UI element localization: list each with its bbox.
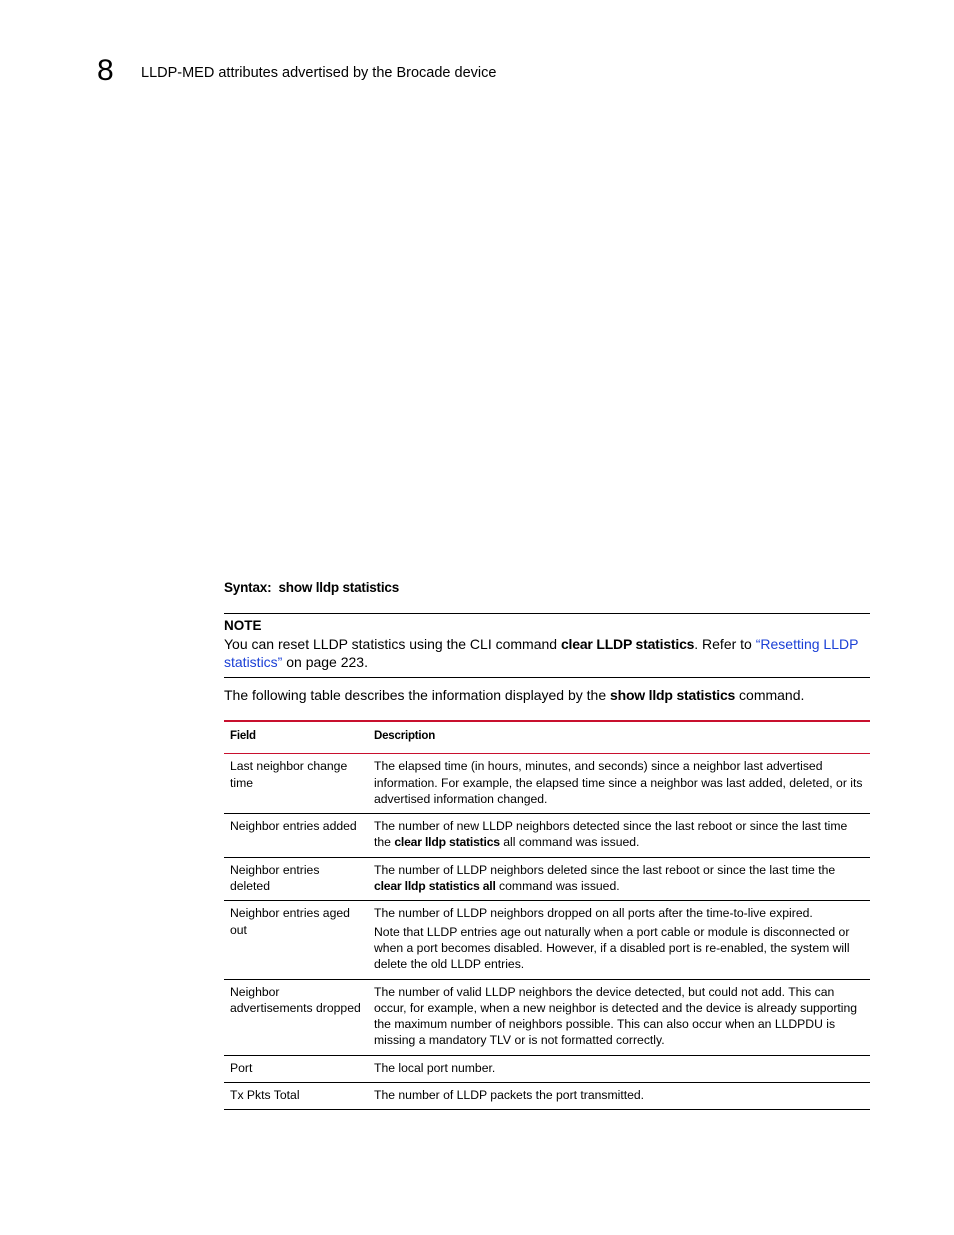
description-text: The number of LLDP neighbors deleted since the last reboot or since the last time the (374, 862, 836, 877)
column-header-field: Field (230, 730, 256, 742)
field-cell: Neighbor entries deleted (230, 862, 320, 894)
description-command: clear lldp statistics all (374, 879, 496, 894)
description-note: Note that LLDP entries age out naturally when a port cable or module is disconnected or when a port becomes disabled. However, if a disabled port is re-enabled, the system will delete the old LLDP entries. (374, 924, 850, 972)
description-command: clear lldp statistics (394, 835, 500, 850)
field-cell: Last neighbor change time (230, 759, 348, 790)
description-cell (368, 814, 870, 858)
table-row (224, 1055, 870, 1082)
intro-paragraph (224, 687, 804, 703)
table-row (224, 754, 870, 814)
description-cell: The elapsed time (in hours, minutes, and seconds) since a neighbor last advertised information. For example, the elapsed time since a neighbor was last added, deleted, or its advertised information changed. (374, 759, 863, 806)
syntax-command: show lldp statistics (278, 580, 400, 595)
note-label: NOTE (224, 618, 262, 633)
resetting-lldp-statistics-link[interactable]: “Resetting LLDP statistics” (224, 636, 859, 670)
chapter-number: 8 (97, 54, 114, 87)
intro-text-after: command. (735, 687, 805, 703)
statistics-table (224, 720, 870, 1110)
note-command: clear LLDP statistics (560, 636, 695, 652)
field-cell: Neighbor entries added (230, 819, 357, 834)
syntax-line (224, 580, 399, 595)
intro-command: show lldp statistics (610, 687, 736, 703)
description-cell (368, 901, 870, 979)
description-cell: The local port number. (374, 1060, 496, 1075)
table-header-row (224, 721, 870, 754)
field-cell: Port (230, 1060, 253, 1075)
description-cell: The number of valid LLDP neighbors the device detected, but could not add. This can occur, for example, when a new neighbor is detected and the device is already supporting the maximum number of neighbors possible. This can also occur when an LLDPDU is missing a mandatory TLV or is not formatted correctly. (374, 984, 858, 1048)
note-text-before: You can reset LLDP statistics using the CLI command (224, 636, 561, 652)
table-row (224, 814, 870, 858)
table-row (224, 1083, 870, 1110)
field-cell: Neighbor advertisements dropped (230, 984, 361, 1015)
intro-text-before: The following table describes the information displayed by the (224, 687, 610, 703)
table-row (224, 901, 870, 979)
note-text-after: on page 223. (282, 654, 368, 670)
table-row (224, 857, 870, 901)
description-cell (368, 857, 870, 901)
note-body (224, 635, 870, 671)
description-text: The number of LLDP neighbors dropped on all ports after the time-to-live expired. (374, 906, 813, 921)
field-cell: Tx Pkts Total (230, 1088, 300, 1103)
column-header-description: Description (374, 730, 436, 742)
description-cell: The number of LLDP packets the port transmitted. (374, 1088, 645, 1103)
note-box (224, 613, 870, 678)
description-text: command was issued. (495, 879, 620, 894)
field-cell: Neighbor entries aged out (230, 906, 350, 937)
description-text: all command was issued. (499, 835, 640, 850)
table-row (224, 979, 870, 1055)
syntax-label: Syntax: (224, 580, 272, 595)
running-header-title: LLDP-MED attributes advertised by the Brocade device (141, 65, 497, 81)
note-text-middle: . Refer to (694, 636, 756, 652)
description-text: The number of new LLDP neighbors detected since the last reboot or since the last time the (374, 819, 848, 850)
